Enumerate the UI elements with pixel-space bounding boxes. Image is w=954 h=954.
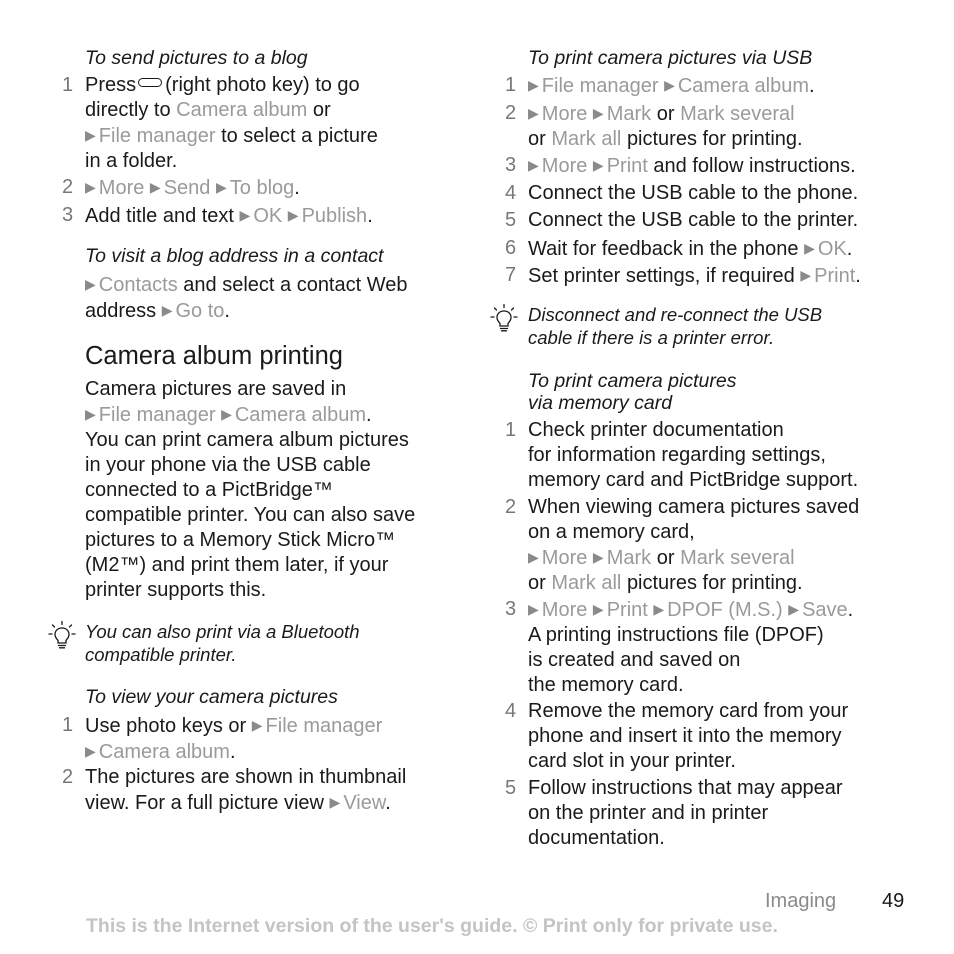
step-text: to select a picture <box>221 125 378 147</box>
send-blog-step-3 <box>62 203 373 229</box>
menu-print: Print <box>606 599 648 621</box>
arrow-icon: ▶ <box>221 406 232 422</box>
usb-step-2 <box>505 101 803 152</box>
arrow-icon: ▶ <box>85 743 96 759</box>
menu-more: More <box>541 547 588 569</box>
memory-card-title <box>528 370 736 414</box>
punctuation: . <box>809 75 815 97</box>
tip-text: You can also print via a Bluetooth <box>85 621 360 642</box>
punctuation: . <box>366 404 372 426</box>
arrow-icon: ▶ <box>239 207 251 223</box>
step-text: pictures for printing. <box>626 572 803 594</box>
menu-contacts: Contacts <box>98 274 178 296</box>
step-text: Set printer settings, if required <box>528 265 795 287</box>
step-text: The pictures are shown in thumbnail <box>85 766 407 788</box>
step-text: or <box>656 547 675 569</box>
lightbulb-icon <box>48 620 76 650</box>
menu-file-manager: File manager <box>265 715 383 737</box>
punctuation: . <box>855 265 861 287</box>
menu-mark-all: Mark all <box>551 128 622 150</box>
body-text: address <box>85 300 157 322</box>
footer-disclaimer: This is the Internet version of the user's guide. © Print only for private use. <box>86 915 778 937</box>
arrow-icon: ▶ <box>788 601 800 617</box>
step-text: for information regarding settings, <box>528 444 826 466</box>
step-text: is created and saved on <box>528 649 741 671</box>
usb-title: To print camera pictures via USB <box>528 47 813 69</box>
arrow-icon: ▶ <box>85 406 96 422</box>
memory-card-step-3 <box>505 597 854 698</box>
punctuation: . <box>847 599 854 621</box>
step-text: When viewing camera pictures saved <box>528 496 860 518</box>
arrow-icon: ▶ <box>85 276 96 292</box>
step-text: or <box>656 103 675 125</box>
step-text: or <box>312 99 331 121</box>
arrow-icon: ▶ <box>592 601 604 617</box>
body-text: pictures to a Memory Stick Micro™ <box>85 529 396 551</box>
usb-step-7 <box>505 263 861 289</box>
arrow-icon: ▶ <box>329 794 341 810</box>
arrow-icon: ▶ <box>528 549 539 565</box>
step-text: card slot in your printer. <box>528 750 736 772</box>
step-text: and follow instructions. <box>653 155 856 177</box>
tip-bluetooth <box>85 620 360 666</box>
memory-card-step-5 <box>505 776 843 851</box>
step-text: Connect the USB cable to the printer. <box>528 209 859 231</box>
menu-file-manager: File manager <box>541 75 659 97</box>
menu-camera-album: Camera album <box>98 741 230 763</box>
arrow-icon: ▶ <box>664 77 675 93</box>
step-text: or <box>528 128 546 150</box>
arrow-icon: ▶ <box>592 549 604 565</box>
send-blog-step-1 <box>62 73 378 174</box>
body-text: Camera pictures are saved in <box>85 378 347 400</box>
step-number: 2 <box>505 102 517 124</box>
step-number: 3 <box>505 598 517 620</box>
step-text: in a folder. <box>85 150 178 172</box>
menu-mark: Mark <box>606 547 652 569</box>
body-text: (M2™) and print them later, if your <box>85 554 389 576</box>
step-text: Connect the USB cable to the phone. <box>528 182 859 204</box>
step-text: on a memory card, <box>528 521 695 543</box>
camera-album-printing-text <box>85 377 415 603</box>
step-number: 2 <box>505 496 517 518</box>
arrow-icon: ▶ <box>85 179 96 195</box>
step-text: view. For a full picture view <box>85 792 324 814</box>
menu-mark-several: Mark several <box>680 103 795 125</box>
usb-step-3 <box>505 153 856 179</box>
step-text: Use photo keys or <box>85 715 247 737</box>
punctuation: . <box>294 177 300 199</box>
step-text: directly to <box>85 99 171 121</box>
step-text: documentation. <box>528 827 665 849</box>
menu-print: Print <box>814 265 856 287</box>
step-number: 1 <box>505 74 517 96</box>
arrow-icon: ▶ <box>287 207 299 223</box>
step-number: 1 <box>505 419 517 441</box>
arrow-icon: ▶ <box>592 105 604 121</box>
menu-print: Print <box>606 155 648 177</box>
tip-text: compatible printer. <box>85 644 237 665</box>
usb-step-4 <box>505 181 859 206</box>
step-number: 2 <box>62 176 74 198</box>
step-text: Follow instructions that may appear <box>528 777 843 799</box>
arrow-icon: ▶ <box>800 267 812 283</box>
menu-go-to: Go to <box>175 300 225 322</box>
menu-to-blog: To blog <box>229 177 295 199</box>
arrow-icon: ▶ <box>592 157 604 173</box>
title-line: via memory card <box>528 392 673 414</box>
menu-view: View <box>343 792 386 814</box>
step-text: the memory card. <box>528 674 684 696</box>
step-text: A printing instructions file (DPOF) <box>528 624 824 646</box>
menu-dpof: DPOF (M.S.) <box>667 599 783 621</box>
punctuation: . <box>846 238 853 260</box>
body-text: connected to a PictBridge™ <box>85 479 333 501</box>
arrow-icon: ▶ <box>251 717 263 733</box>
step-text: or <box>528 572 546 594</box>
step-text: Add title and text <box>85 205 234 227</box>
visit-blog-text <box>85 272 408 324</box>
step-number: 2 <box>62 766 74 788</box>
menu-mark-all: Mark all <box>551 572 622 594</box>
usb-step-1 <box>505 73 815 99</box>
step-number: 3 <box>505 154 517 176</box>
step-number: 3 <box>62 204 74 226</box>
menu-file-manager: File manager <box>98 125 216 147</box>
arrow-icon: ▶ <box>161 302 173 318</box>
title-line: To print camera pictures <box>528 370 737 392</box>
view-pictures-step-1 <box>62 713 383 765</box>
menu-camera-album: Camera album <box>234 404 367 426</box>
menu-send: Send <box>163 177 211 199</box>
step-number: 4 <box>505 700 517 722</box>
send-blog-title: To send pictures to a blog <box>85 47 308 69</box>
view-pictures-step-2 <box>62 765 407 816</box>
menu-more: More <box>98 177 145 199</box>
body-text: You can print camera album pictures <box>85 429 409 451</box>
body-text: printer supports this. <box>85 579 267 601</box>
step-text: Press <box>85 74 137 96</box>
step-text: on the printer and in printer <box>528 802 769 824</box>
visit-blog-title: To visit a blog address in a contact <box>85 245 384 267</box>
step-text: memory card and PictBridge support. <box>528 469 859 491</box>
arrow-icon: ▶ <box>528 105 539 121</box>
step-number: 4 <box>505 182 517 204</box>
body-text: and select a contact Web <box>183 274 408 296</box>
tip-text: cable if there is a printer error. <box>528 327 775 348</box>
menu-save: Save <box>802 599 848 621</box>
view-pictures-title: To view your camera pictures <box>85 686 338 708</box>
menu-file-manager: File manager <box>98 404 216 426</box>
menu-more: More <box>541 599 588 621</box>
punctuation: . <box>385 792 391 814</box>
step-text: Remove the memory card from your <box>528 700 849 722</box>
right-photo-key-icon <box>138 78 162 87</box>
step-number: 5 <box>505 777 517 799</box>
body-text: in your phone via the USB cable <box>85 454 371 476</box>
menu-more: More <box>541 155 588 177</box>
step-text: phone and insert it into the memory <box>528 725 842 747</box>
step-number: 7 <box>505 264 517 286</box>
tip-usb <box>528 303 822 349</box>
memory-card-step-1 <box>505 418 859 493</box>
step-number: 1 <box>62 74 74 96</box>
arrow-icon: ▶ <box>85 127 96 143</box>
step-text: Check printer documentation <box>528 419 784 441</box>
arrow-icon: ▶ <box>215 179 227 195</box>
footer-section-name: Imaging <box>765 890 837 912</box>
step-text: Wait for feedback in the phone <box>528 238 799 260</box>
step-number: 6 <box>505 237 517 259</box>
memory-card-step-4 <box>505 699 849 774</box>
memory-card-step-2 <box>505 495 860 596</box>
usb-step-6 <box>505 236 853 262</box>
menu-mark-several: Mark several <box>680 547 795 569</box>
punctuation: . <box>224 300 230 322</box>
step-number: 1 <box>62 714 74 736</box>
tip-text: Disconnect and re-connect the USB <box>528 304 823 325</box>
menu-publish: Publish <box>301 205 368 227</box>
arrow-icon: ▶ <box>653 601 665 617</box>
step-number: 5 <box>505 209 517 231</box>
lightbulb-icon <box>490 303 518 333</box>
menu-ok: OK <box>817 238 847 260</box>
punctuation: . <box>229 741 236 763</box>
menu-camera-album: Camera album <box>677 75 810 97</box>
step-text: pictures for printing. <box>626 128 803 150</box>
arrow-icon: ▶ <box>528 157 539 173</box>
arrow-icon: ▶ <box>528 77 539 93</box>
page-number: 49 <box>882 890 905 912</box>
usb-step-5 <box>505 208 859 233</box>
menu-mark: Mark <box>606 103 652 125</box>
menu-camera-album: Camera album <box>176 99 308 121</box>
step-text: (right photo key) to go <box>165 74 360 96</box>
section-heading: Camera album printing <box>85 342 343 370</box>
arrow-icon: ▶ <box>149 179 161 195</box>
arrow-icon: ▶ <box>804 240 815 256</box>
arrow-icon: ▶ <box>528 601 539 617</box>
punctuation: . <box>367 205 373 227</box>
menu-more: More <box>541 103 588 125</box>
body-text: compatible printer. You can also save <box>85 504 416 526</box>
menu-ok: OK <box>253 205 283 227</box>
send-blog-step-2 <box>62 175 300 201</box>
